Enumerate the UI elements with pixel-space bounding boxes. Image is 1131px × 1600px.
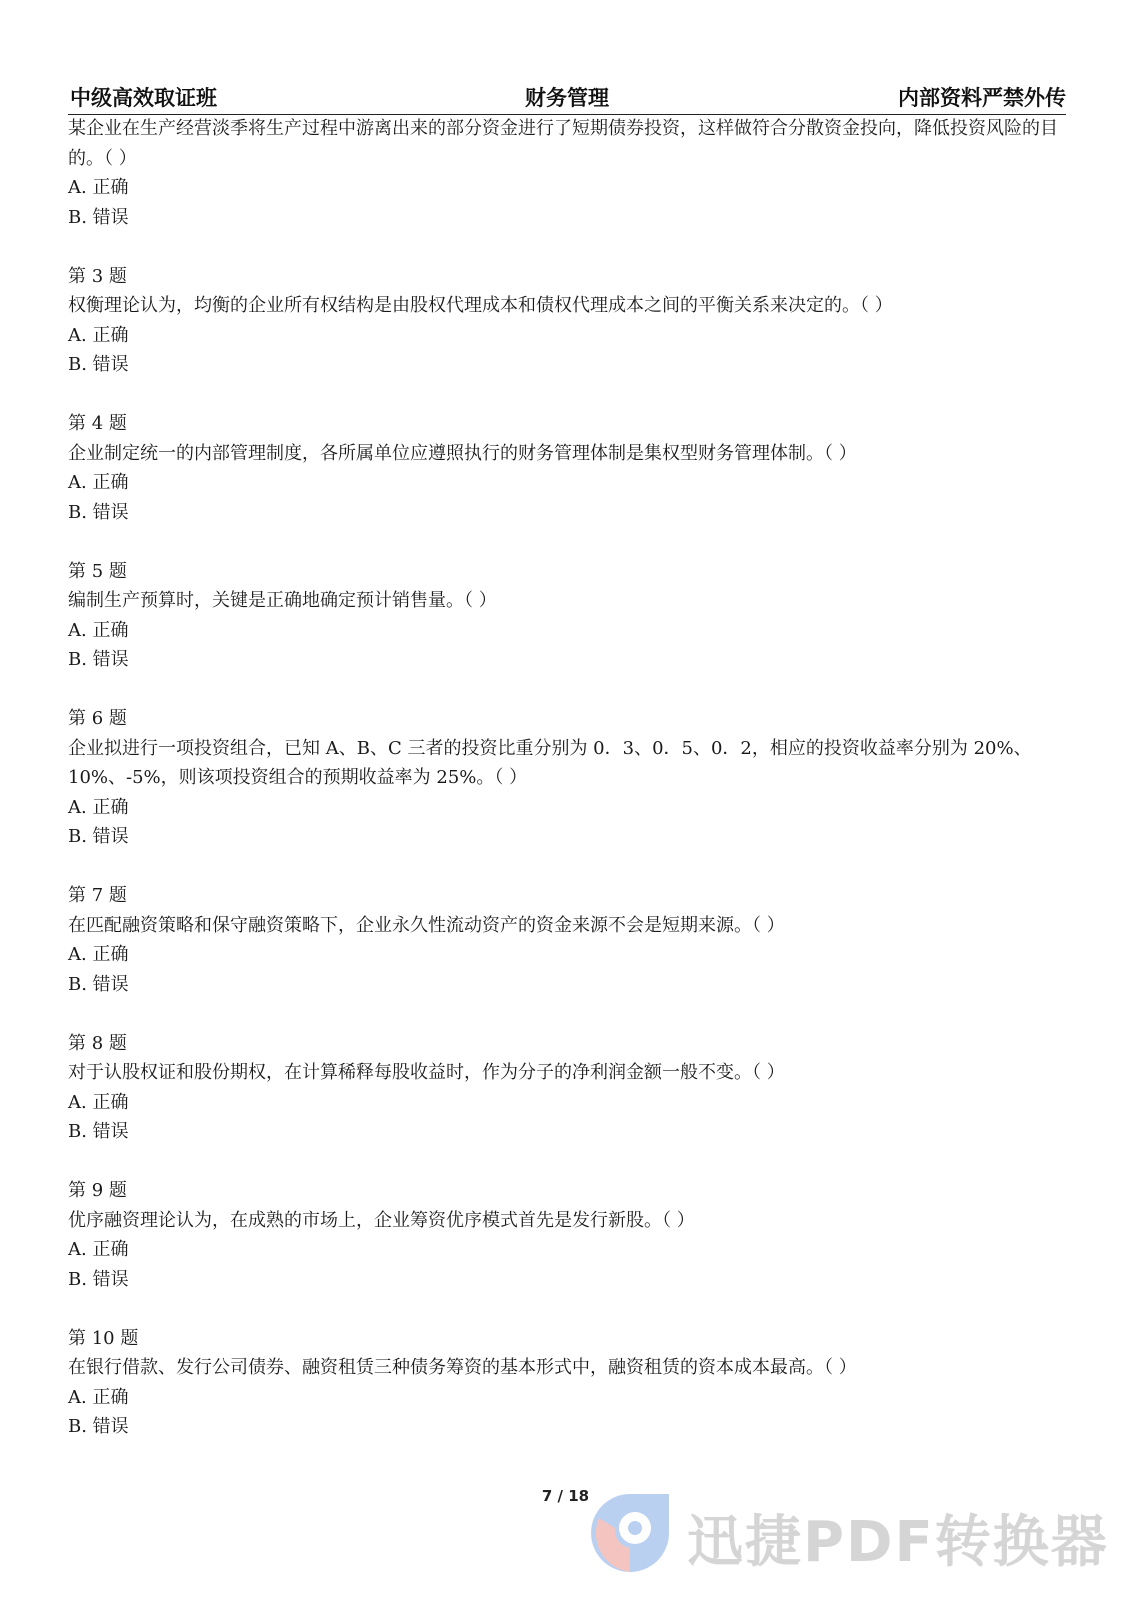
option-b: B. 错误 xyxy=(68,826,129,847)
option-b: B. 错误 xyxy=(68,973,129,995)
question-number: 第 3 题 xyxy=(68,265,127,287)
option-b: B. 错误 xyxy=(68,354,129,375)
pdf-converter-logo-icon xyxy=(585,1488,675,1578)
option-a: A. 正确 xyxy=(68,1091,129,1113)
question-number: 第 5 题 xyxy=(68,560,127,582)
question-number: 第 10 题 xyxy=(68,1327,139,1349)
page-number: 7 / 18 xyxy=(541,1487,590,1505)
question-text: 在匹配融资策略和保守融资策略下，企业永久性流动资产的资金来源不会是短期来源。（ ） xyxy=(68,914,785,936)
question-text: 对于认股权证和股份期权，在计算稀释每股收益时，作为分子的净利润金额一般不变。（ ） xyxy=(68,1062,785,1083)
question-item xyxy=(68,1324,1066,1442)
option-b: B. 错误 xyxy=(68,1416,129,1437)
option-a: A. 正确 xyxy=(68,177,129,198)
watermark xyxy=(585,1488,1125,1578)
question-text: 编制生产预算时，关键是正确地确定预计销售量。（ ） xyxy=(68,590,497,611)
question-item xyxy=(68,1176,1066,1294)
option-a: A. 正确 xyxy=(68,472,129,493)
question-item xyxy=(68,262,1066,380)
option-b: B. 错误 xyxy=(68,1268,129,1290)
option-a: A. 正确 xyxy=(68,324,129,346)
question-number: 第 6 题 xyxy=(68,708,127,729)
option-a: A. 正确 xyxy=(68,944,129,965)
question-text: 优序融资理论认为，在成熟的市场上，企业筹资优序模式首先是发行新股。（ ） xyxy=(68,1209,695,1231)
option-b: B. 错误 xyxy=(68,649,129,670)
page-header xyxy=(68,80,1066,115)
question-item xyxy=(68,557,1066,675)
question-number: 第 7 题 xyxy=(68,885,127,906)
option-b: B. 错误 xyxy=(68,501,129,523)
question-text: 在银行借款、发行公司债券、融资租赁三种债务筹资的基本形式中，融资租赁的资本成本最高。（ ） xyxy=(68,1357,857,1378)
question-item xyxy=(68,881,1066,999)
question-text: 权衡理论认为，均衡的企业所有权结构是由股权代理成本和债权代理成本之间的平衡关系来决定的。（ ） xyxy=(68,295,893,316)
header-confidential-notice: 内部资料严禁外传 xyxy=(898,86,1066,110)
option-a: A. 正确 xyxy=(68,1386,129,1408)
question-text: 企业拟进行一项投资组合，已知 A、B、C 三者的投资比重分别为 0．3、0．5、0．2，相应的投资收益率分别为 20%、10%、-5%，则该项投资组合的预期收益率为 25%。（ ） xyxy=(68,737,1032,788)
question-item xyxy=(68,114,1066,232)
question-text: 某企业在生产经营淡季将生产过程中游离出来的部分资金进行了短期债券投资，这样做符合分散资金投向，降低投资风险的目的。（ ） xyxy=(68,118,1058,169)
watermark-text: 迅捷PDF转换器 xyxy=(687,1510,1109,1575)
question-list xyxy=(68,114,1066,1471)
question-number: 第 8 题 xyxy=(68,1032,127,1054)
option-b: B. 错误 xyxy=(68,206,129,228)
question-item xyxy=(68,1029,1066,1147)
question-number: 第 4 题 xyxy=(68,413,127,434)
header-course-name: 中级高效取证班 xyxy=(70,86,217,110)
option-a: A. 正确 xyxy=(68,796,129,818)
option-b: B. 错误 xyxy=(68,1121,129,1142)
option-a: A. 正确 xyxy=(68,619,129,641)
header-subject: 财务管理 xyxy=(525,86,609,110)
question-item xyxy=(68,704,1066,852)
option-a: A. 正确 xyxy=(68,1239,129,1260)
question-text: 企业制定统一的内部管理制度，各所属单位应遵照执行的财务管理体制是集权型财务管理体制。（ ） xyxy=(68,442,857,464)
question-number: 第 9 题 xyxy=(68,1180,127,1201)
question-item xyxy=(68,409,1066,527)
